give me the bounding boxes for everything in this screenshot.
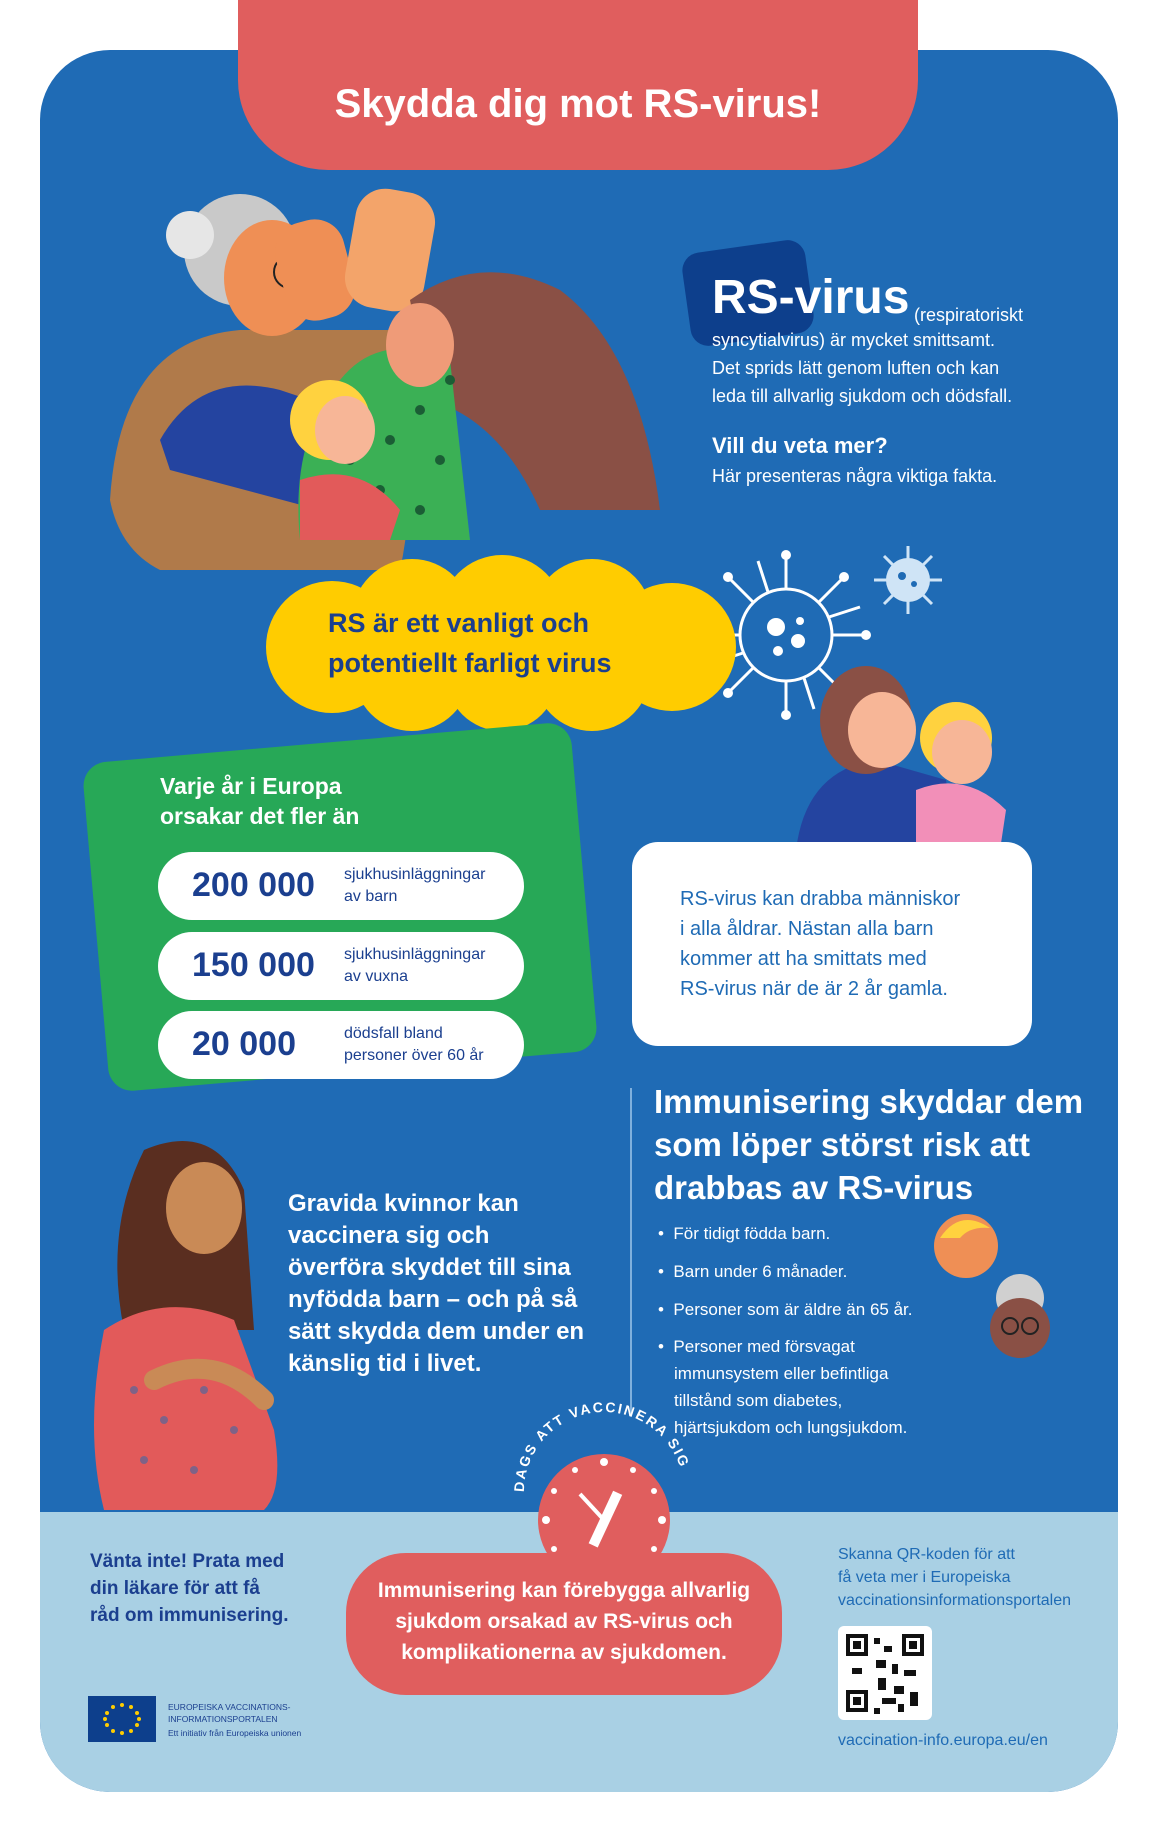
stat-number: 20 000 (192, 1025, 296, 1063)
small-virus-icon (868, 540, 948, 620)
intro-question: Vill du veta mer? (712, 433, 888, 458)
intro-line: leda till allvarlig sjukdom och dödsfall. (712, 386, 1013, 406)
yellow-cloud (262, 555, 740, 733)
eu-initiative: Ett initiativ från Europeiska unionen (168, 1728, 302, 1738)
pregnant-line: vaccinera sig och (288, 1222, 490, 1249)
risk-bullet-text: Barn under 6 månader. (673, 1262, 848, 1281)
prevention-line: Immunisering kan förebygga allvarlig (377, 1579, 751, 1602)
risk-bullet: • För tidigt födda barn. (658, 1224, 831, 1243)
intro-line: Det sprids lätt genom luften och kan (712, 358, 1000, 378)
risk-bullet-cont: tillstånd som diabetes, (674, 1391, 843, 1410)
qr-instruction-line: vaccinationsinformationsportalen (838, 1592, 1072, 1609)
risk-bullet-text: Personer som är äldre än 65 år. (673, 1300, 913, 1319)
eu-portal-name: INFORMATIONSPORTALEN (168, 1714, 278, 1724)
page-title: Skydda dig mot RS-virus! (334, 82, 822, 126)
immunisation-heading: drabbas av RS-virus (654, 1169, 974, 1206)
cloud-line: RS är ett vanligt och (328, 608, 590, 638)
stat-label-line: dödsfall bland (344, 1025, 443, 1042)
immunisation-heading: Immunisering skyddar dem (654, 1083, 1084, 1120)
stat-number: 150 000 (192, 946, 315, 984)
prevention-line: sjukdom orsakad av RS-virus och (395, 1610, 733, 1633)
info-card (632, 842, 1032, 1046)
stat-label-line: sjukhusinläggningar (344, 946, 486, 963)
immunisation-heading: som löper störst risk att (654, 1126, 1030, 1163)
stats-heading: Varje år i Europa (160, 773, 342, 799)
stats-heading: orsakar det fler än (160, 803, 360, 829)
footer-left-line: råd om immunisering. (90, 1605, 289, 1626)
risk-bullet-text: Personer med försvagat (673, 1337, 855, 1356)
footer-left-line: Vänta inte! Prata med (90, 1551, 285, 1572)
pregnant-line: överföra skyddet till sina (288, 1254, 571, 1281)
stat-pill (158, 1011, 524, 1079)
elder-face-icon (982, 1270, 1062, 1366)
eu-flag-icon (88, 1696, 156, 1742)
intro-line: syncytialvirus) är mycket smittsamt. (712, 330, 996, 350)
stat-pill (158, 932, 524, 1000)
pregnant-line: nyfödda barn – och på så (288, 1286, 578, 1313)
pregnant-woman-illustration (64, 1130, 304, 1510)
risk-bullet: • Personer med försvagat (658, 1337, 855, 1356)
card-line: i alla åldrar. Nästan alla barn (680, 918, 934, 940)
footer-left-line: din läkare för att få (90, 1578, 260, 1599)
card-line: RS-virus kan drabba människor (680, 888, 961, 910)
card-line: kommer att ha smittats med (680, 948, 927, 970)
stat-pill (158, 852, 524, 920)
rs-virus-heading: RS-virus (712, 271, 910, 324)
qr-instruction-line: Skanna QR-koden för att (838, 1546, 1015, 1563)
eu-portal-name: EUROPEISKA VACCINATIONS- (168, 1702, 291, 1712)
qr-instruction-line: få veta mer i Europeiska (838, 1569, 1011, 1586)
family-illustration (100, 180, 700, 570)
stat-label-line: sjukhusinläggningar (344, 866, 486, 883)
stat-label (344, 1023, 484, 1067)
risk-bullet-text: För tidigt födda barn. (673, 1224, 831, 1243)
qr-code-icon (838, 1626, 932, 1720)
pregnant-line: sätt skydda dem under en (288, 1318, 585, 1345)
section-divider (630, 1088, 632, 1414)
risk-bullet-cont: hjärtsjukdom och lungsjukdom. (674, 1418, 908, 1437)
prevention-line: komplikationerna av sjukdomen. (401, 1641, 727, 1664)
pregnant-line: Gravida kvinnor kan (288, 1190, 519, 1217)
risk-bullet-cont: immunsystem eller befintliga (674, 1364, 889, 1383)
cloud-line: potentiellt farligt virus (328, 648, 612, 678)
stat-label-line: av barn (344, 888, 398, 905)
intro-answer: Här presenteras några viktiga fakta. (712, 466, 998, 486)
card-line: RS-virus när de är 2 år gamla. (680, 978, 948, 1000)
risk-bullet: • Barn under 6 månader. (658, 1262, 848, 1281)
stat-label (344, 864, 485, 908)
portal-url-link[interactable]: vaccination-info.europa.eu/en (838, 1732, 1048, 1749)
risk-bullet: • Personer som är äldre än 65 år. (658, 1300, 913, 1319)
clock-arc-text: DAGS ATT VACCINERA SIG (510, 1398, 694, 1493)
mother-baby-illustration (786, 660, 1026, 850)
rs-virus-subheading: (respiratoriskt (914, 305, 1024, 325)
stat-number: 200 000 (192, 866, 315, 904)
stat-label-line: personer över 60 år (344, 1047, 484, 1064)
stat-label-line: av vuxna (344, 968, 409, 985)
pregnant-line: känslig tid i livet. (288, 1350, 482, 1377)
qr-code[interactable] (838, 1626, 932, 1720)
stat-label (344, 944, 485, 988)
